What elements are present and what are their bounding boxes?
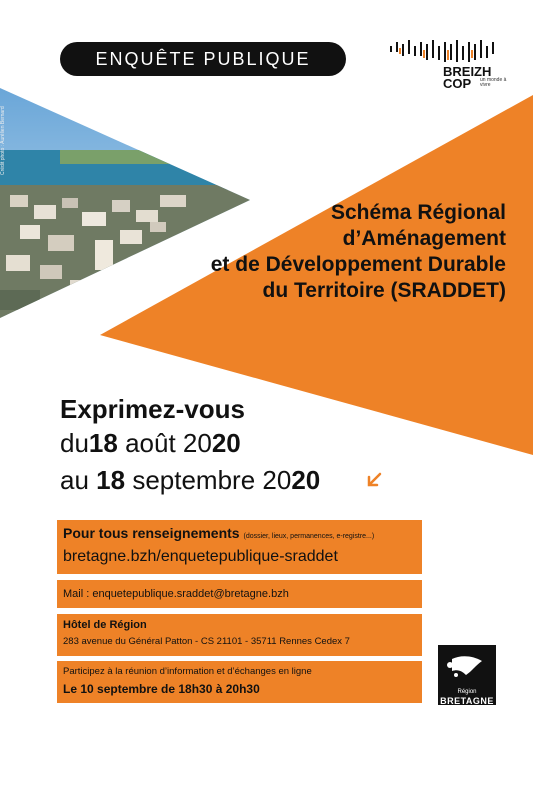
title-line-1: Schéma Régional <box>330 201 506 224</box>
region-logo-label: Région <box>457 689 477 695</box>
poster-title <box>200 200 506 304</box>
info-title <box>63 525 374 541</box>
region-logo-name: BRETAGNE <box>440 696 494 706</box>
meeting-date: Le 10 septembre de 18h30 à 20h30 <box>63 682 260 696</box>
survey-badge: ENQUÊTE PUBLIQUE <box>60 42 346 76</box>
info-title-text: Pour tous renseignements <box>63 525 240 541</box>
venue-title: Hôtel de Région <box>63 619 147 631</box>
meeting-box <box>57 661 422 703</box>
title-line-4: du Territoire (SRADDET) <box>262 279 506 302</box>
start-date-year-a: 20 <box>182 428 212 458</box>
meeting-text: Participez à la réunion d’information et d’échanges en ligne <box>63 666 312 677</box>
start-date-prefix: du <box>60 428 89 458</box>
venue-address: 283 avenue du Général Patton - CS 21101 - 35711 Rennes Cedex 7 <box>63 636 350 647</box>
breizh-cop-logo-text: BREIZH COP <box>443 64 492 91</box>
end-date-year-b: 20 <box>291 465 321 495</box>
info-box <box>57 520 422 574</box>
info-title-note: (dossier, lieux, permanences, e-registre...) <box>243 533 375 540</box>
end-date <box>60 465 320 496</box>
info-url-link[interactable]: bretagne.bzh/enquetepublique-sraddet <box>63 548 338 565</box>
end-date-month: septembre <box>132 465 256 495</box>
start-date-day: 18 <box>88 428 118 458</box>
mail-box <box>57 580 422 608</box>
end-date-prefix: au <box>60 465 89 495</box>
photo-credit: Crédit photo : Aurélien Bernard <box>0 106 6 175</box>
dates-headline: Exprimez-vous <box>60 394 245 424</box>
breizh-cop-logo-subtext: un monde à vivre <box>480 77 507 88</box>
end-date-year-a: 20 <box>262 465 292 495</box>
start-date <box>60 428 241 459</box>
start-date-year-b: 20 <box>211 428 241 458</box>
arrow-down-left-icon <box>364 470 384 490</box>
title-line-3: et de Développement Durable <box>210 253 506 276</box>
start-date-month: août <box>125 428 176 458</box>
title-line-2: d’Aménagement <box>342 227 506 250</box>
venue-box <box>57 614 422 656</box>
mail-link[interactable]: Mail : enquetepublique.sraddet@bretagne.bzh <box>63 588 289 600</box>
end-date-day: 18 <box>96 465 126 495</box>
